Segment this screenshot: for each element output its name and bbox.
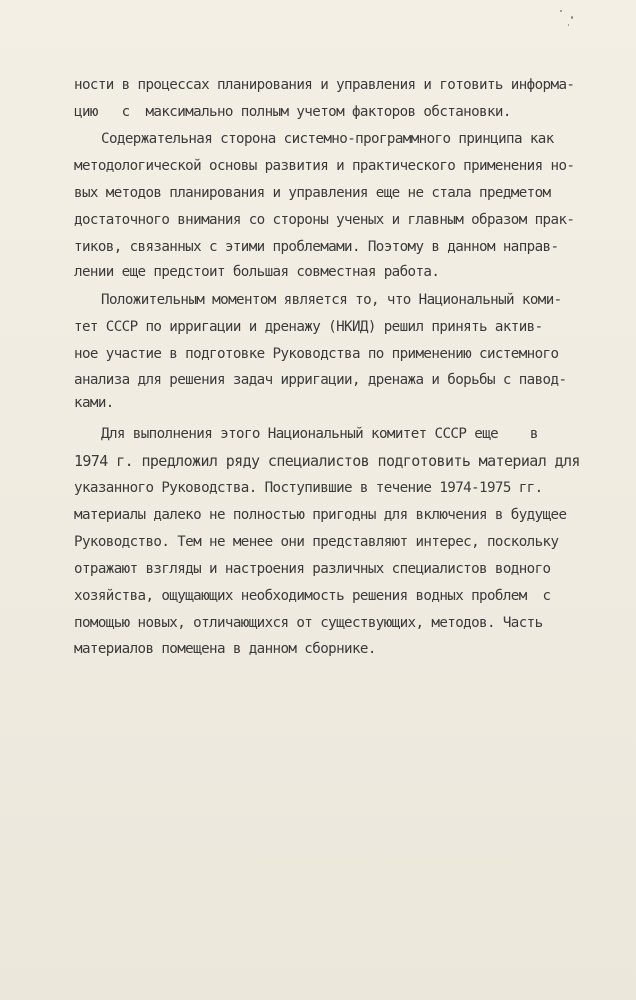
text-line: ности в процессах планирования и управления и готовить информа-: [74, 77, 575, 93]
text-line: достаточного внимания со стороны ученых и главным образом прак-: [74, 212, 575, 228]
text-line: материалы далеко не полностью пригодны для включения в будущее: [74, 507, 567, 523]
paper-speck: [571, 16, 573, 19]
text-line: цию с максимально полным учетом факторов обстановки.: [74, 104, 511, 120]
paper-speck: [568, 24, 569, 26]
text-line: указанного Руководства. Поступившие в течение 1974-1975 гг.: [74, 480, 543, 496]
text-line: Содержательная сторона системно-программного принципа как: [101, 131, 554, 147]
text-line: тет СССР по ирригации и дренажу (НКИД) решил принять актив-: [74, 319, 543, 335]
text-line: ное участие в подготовке Руководства по применению системного: [74, 346, 559, 362]
text-line: Положительным моментом является то, что Национальный коми-: [101, 292, 562, 308]
text-line: Руководство. Тем не менее они представляют интерес, поскольку: [74, 534, 559, 550]
text-line: отражают взгляды и настроения различных специалистов водного: [74, 561, 551, 577]
text-line: анализа для решения задач ирригации, дренажа и борьбы с павод-: [74, 372, 567, 388]
text-line: тиков, связанных с этими проблемами. Поэтому в данном направ-: [74, 239, 559, 255]
paper-speck: [560, 10, 562, 12]
text-line: лении еще предстоит большая совместная работа.: [74, 264, 440, 280]
text-line: методологической основы развития и практического применения но-: [74, 158, 575, 174]
text-line: материалов помещена в данном сборнике.: [74, 641, 376, 657]
text-line: 1974 г. предложил ряду специалистов подготовить материал для: [74, 452, 580, 470]
text-line: ками.: [74, 395, 114, 411]
text-line: вых методов планирования и управления еще не стала предметом: [74, 185, 551, 201]
text-line: помощью новых, отличающихся от существующих, методов. Часть: [74, 615, 543, 631]
text-line: хозяйства, ощущающих необходимость решения водных проблем с: [74, 588, 551, 604]
text-line: Для выполнения этого Национальный комитет СССР еще в: [101, 426, 538, 442]
